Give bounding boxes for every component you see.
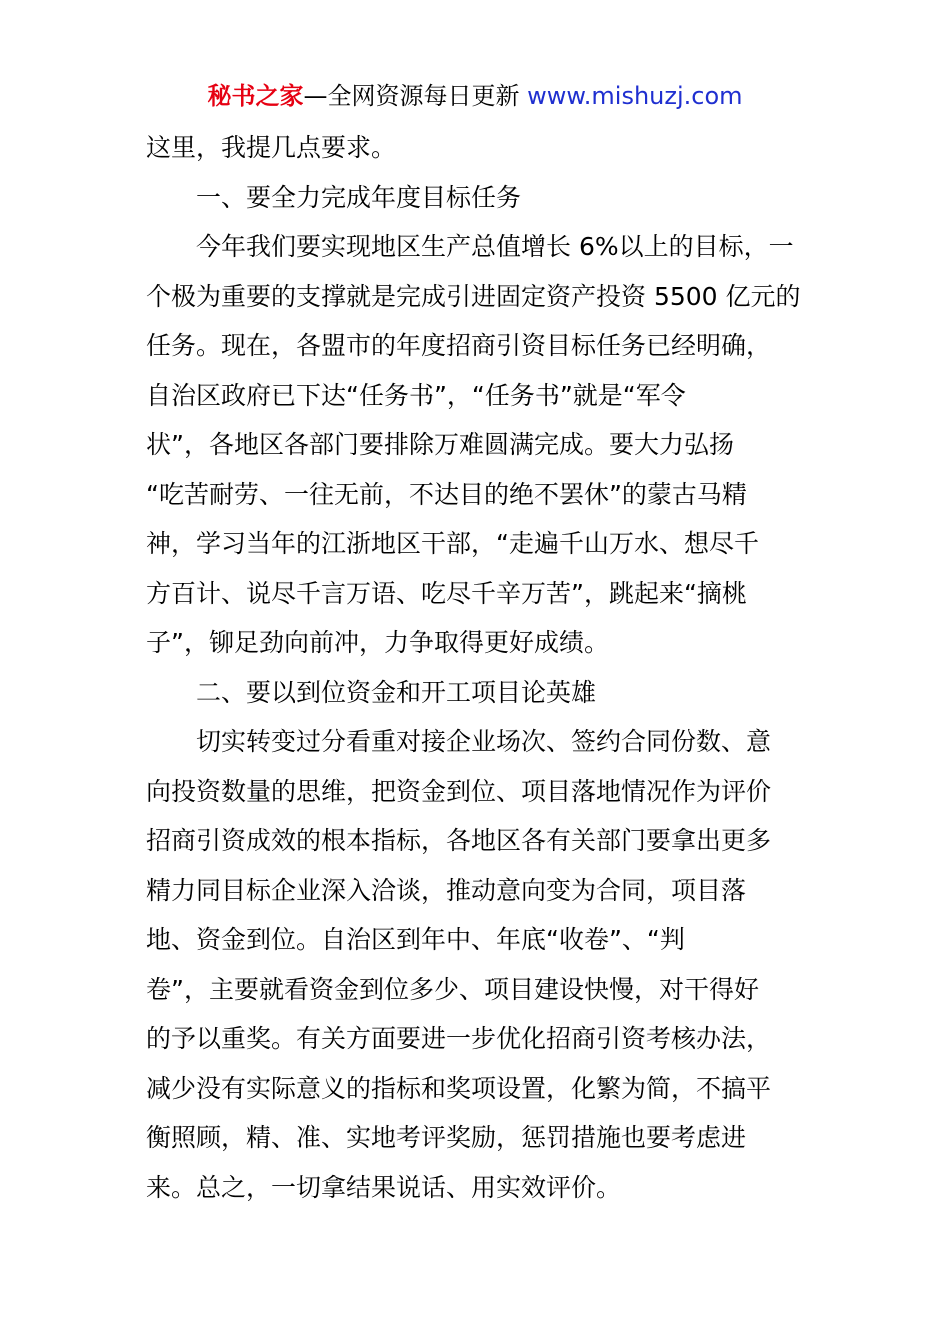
site-brand-name: 秘书之家 — [207, 82, 304, 110]
site-tagline: —全网资源每日更新 — [303, 82, 528, 110]
section-heading-2: 二、要以到位资金和开工项目论英雄 — [196, 677, 597, 707]
body-line: 任务。现在，各盟市的年度招商引资目标任务已经明确， — [146, 331, 772, 360]
body-line: 衡照顾，精、准、实地考评奖励，惩罚措施也要考虑进 — [146, 1123, 747, 1152]
body-line: 个极为重要的支撑就是完成引进固定资产投资 5500 亿元的 — [146, 281, 801, 311]
body-line: 的予以重奖。有关方面要进一步优化招商引资考核办法， — [146, 1024, 772, 1053]
body-line: 来。总之，一切拿结果说话、用实效评价。 — [146, 1172, 622, 1202]
body-line: 向投资数量的思维，把资金到位、项目落地情况作为评价 — [146, 776, 772, 806]
section-heading-1: 一、要全力完成年度目标任务 — [196, 182, 522, 212]
site-url-link[interactable]: www.mishuzj.com — [527, 82, 743, 110]
site-header — [0, 78, 950, 114]
document-body — [146, 123, 810, 1212]
body-line: 神，学习当年的江浙地区干部，“走遍千山万水、想尽千 — [146, 529, 759, 558]
body-line: “吃苦耐劳、一往无前，不达目的绝不罢休”的蒙古马精 — [146, 479, 747, 509]
body-line: 今年我们要实现地区生产总值增长 6%以上的目标，一 — [196, 232, 794, 261]
body-line: 精力同目标企业深入洽谈，推动意向变为合同，项目落 — [146, 875, 747, 905]
body-line: 这里，我提几点要求。 — [146, 133, 397, 162]
body-line: 方百计、说尽千言万语、吃尽千辛万苦”，跳起来“摘桃 — [146, 578, 747, 608]
body-line: 卷”，主要就看资金到位多少、项目建设快慢，对干得好 — [146, 974, 759, 1004]
body-line: 切实转变过分看重对接企业场次、签约合同份数、意 — [196, 727, 772, 756]
body-line: 自治区政府已下达“任务书”，“任务书”就是“军令 — [146, 380, 686, 410]
body-line: 状”，各地区各部门要排除万难圆满完成。要大力弘扬 — [146, 430, 734, 459]
body-line: 减少没有实际意义的指标和奖项设置，化繁为简，不搞平 — [146, 1073, 772, 1103]
body-line: 招商引资成效的根本指标，各地区各有关部门要拿出更多 — [146, 826, 772, 855]
body-line: 地、资金到位。自治区到年中、年底“收卷”、“判 — [146, 925, 685, 954]
body-line: 子”，铆足劲向前冲，力争取得更好成绩。 — [146, 628, 609, 657]
